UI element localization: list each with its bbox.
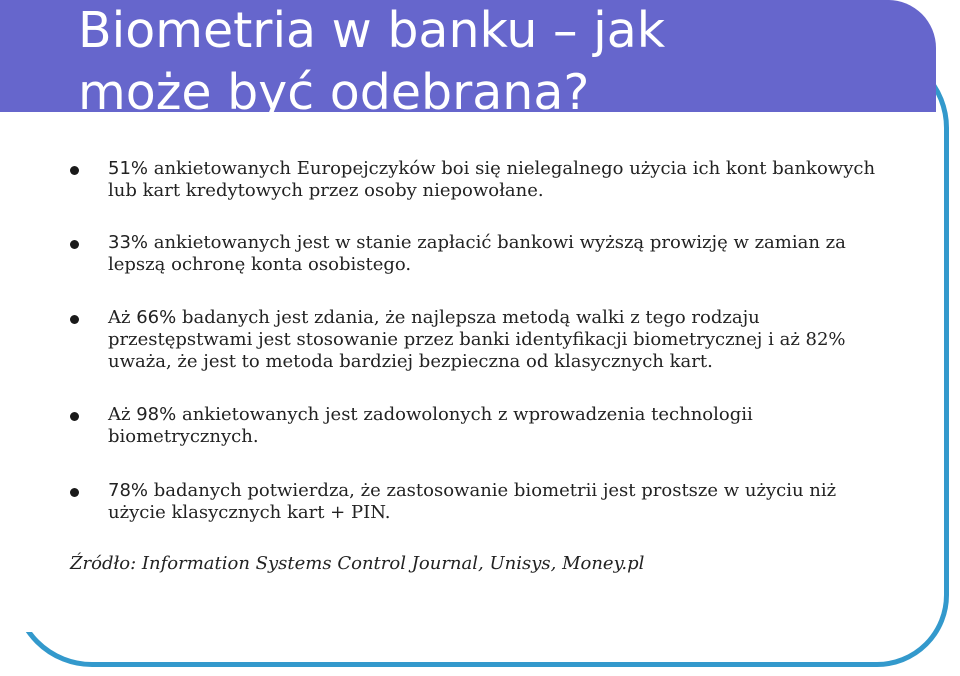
bullet-dot-icon [70,166,79,175]
bullet-text: badanych potwierdza, że zastosowanie biometrii jest prostsze w użyciu niż użycie klasycznych kart + PIN. [108,480,837,523]
bullet-list [70,158,880,524]
bullet-dot-icon [70,240,79,249]
bullet-prefix: Aż [108,404,137,425]
slide-title [78,0,918,124]
bullet-percent: 98% [136,404,177,425]
source-citation: Źródło: Information Systems Control Journal, Unisys, Money.pl [70,553,645,574]
bullet-percent: 78% [108,480,149,501]
bullet-text: ankietowanych jest zadowolonych z wprowadzenia technologii biometrycznych. [108,404,753,447]
bullet-item [70,158,880,202]
bullet-text: badanych jest zdania, że najlepsza metodą walki z tego rodzaju przestępstwami jest stosowanie przez banki identyfikacji biometrycznej i aż 82% uważa, że jest to metoda bardziej bezpieczna od klasycznych kart. [108,307,846,372]
bullet-percent: 51% [108,158,149,179]
bullet-dot-icon [70,315,79,324]
bullet-percent: 33% [108,232,149,253]
bullet-dot-icon [70,412,79,421]
bullet-item [70,232,880,276]
bullet-prefix: Aż [108,307,137,328]
bullet-item [70,307,880,373]
bullet-text: ankietowanych jest w stanie zapłacić bankowi wyższą prowizję w zamian za lepszą ochronę konta osobistego. [108,232,846,275]
bullet-percent: 66% [136,307,177,328]
bullet-item [70,404,880,448]
slide-title-line2: może być odebrana? [78,64,590,121]
bullet-text: ankietowanych Europejczyków boi się nielegalnego użycia ich kont bankowych lub kart kredytowych przez osoby niepowołane. [108,158,876,201]
slide-title-line1: Biometria w banku – jak [78,2,666,59]
bullet-item [70,480,880,524]
bullet-dot-icon [70,488,79,497]
